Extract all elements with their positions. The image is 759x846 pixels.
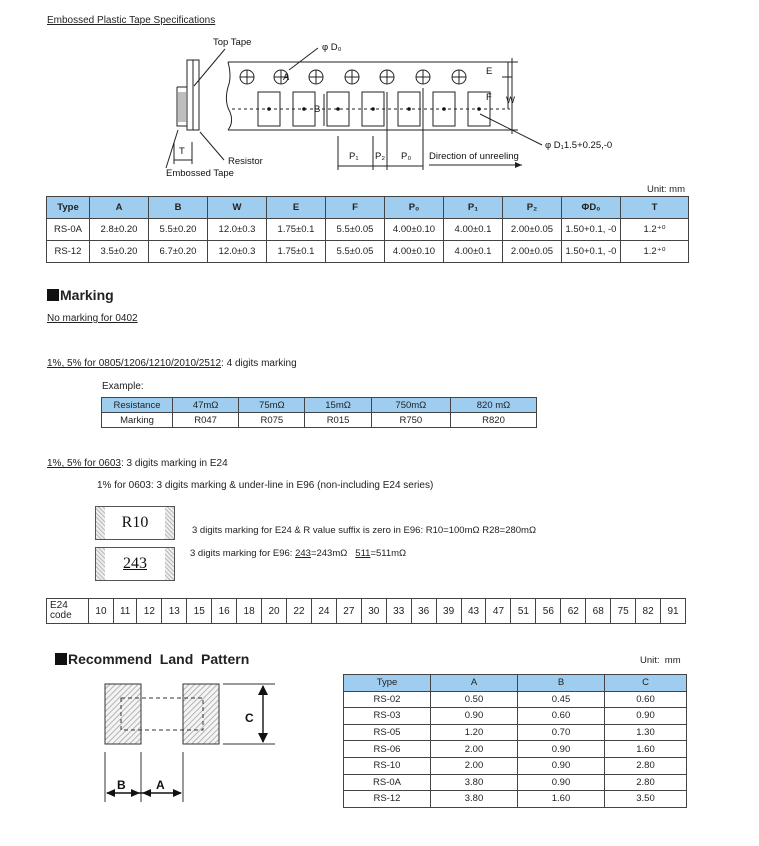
marking-example-table [101,397,537,428]
e24-code-cell: 36 [411,599,436,624]
e24-code-cell: 22 [286,599,311,624]
dim-label-b: B [117,778,126,792]
table-row [344,724,687,741]
tape-cell: 4.00±0.1 [444,241,503,263]
land-cell: 0.90 [431,708,518,725]
label-embossed-tape: Embossed Tape [166,168,234,179]
e24-code-cell: 56 [536,599,561,624]
tape-cell: 6.7±0.20 [149,241,208,263]
land-cell: RS-10 [344,757,431,774]
table-row [344,691,687,708]
label-direction: Direction of unreeling [429,151,519,162]
tape-cell: 3.5±0.20 [90,241,149,263]
example-cell: Marking [102,413,173,428]
hatch-right [165,507,174,539]
resistor-hatch [177,92,187,122]
land-cell: 2.00 [431,741,518,758]
example-cell: R047 [173,413,239,428]
dim-p0: P₀ [401,151,412,162]
tape-cell: 4.00±0.10 [385,241,444,263]
land-cell: 0.90 [605,708,687,725]
table-row [344,757,687,774]
land-cell: 0.60 [605,691,687,708]
example-cell: 820 mΩ [451,398,537,413]
four-digit-sizes: 1%, 5% for 0805/1206/1210/2010/2512 [47,358,222,369]
tape-cell: RS-0A [47,219,90,241]
dim-p2: P₂ [375,151,386,162]
land-cell: 1.60 [605,741,687,758]
e24-code-cell: 11 [113,599,136,624]
three-digit-marking-note [47,458,228,469]
land-header-row [344,675,687,692]
e24-code-cell: 15 [187,599,212,624]
land-cell: 0.90 [518,757,605,774]
tape-cell: 4.00±0.1 [444,219,503,241]
table-row [47,241,689,263]
example-cell: R750 [371,413,450,428]
land-cell: RS-05 [344,724,431,741]
example-label: Example: [102,381,144,392]
land-cell: 2.80 [605,757,687,774]
tape-cell: 5.5±0.05 [326,219,385,241]
dim-a: A [283,72,290,83]
land-unit-label: Unit: mm [640,655,681,666]
tape-header-cell: P₁ [444,197,503,219]
dim-label-a: A [156,778,165,792]
tape-cell: 4.00±0.10 [385,219,444,241]
e24-code-table [46,598,686,624]
hatch-right [165,548,174,580]
tape-cell: 2.00±0.05 [503,219,562,241]
three-digit-rest: : 3 digits marking in E24 [120,458,228,469]
land-pad-right [183,684,219,744]
e24-label-cell [47,599,89,624]
table-row [102,398,537,413]
tape-section-title: Embossed Plastic Tape Specifications [47,15,216,26]
land-cell: 0.70 [518,724,605,741]
e24-code-cell: 68 [586,599,611,624]
example-cell: R015 [305,413,371,428]
tape-cell: 12.0±0.3 [208,241,267,263]
land-cell: 2.00 [431,757,518,774]
tape-cell: 1.2⁺⁰ [621,241,689,263]
e24-code-cell: 82 [636,599,661,624]
marking-heading [47,287,114,303]
e24-code-cell: 47 [486,599,511,624]
e24-code-cell: 91 [661,599,686,624]
hatch-left [96,507,105,539]
dim-w: W [506,95,515,106]
tape-spec-header-row [47,197,689,219]
label-d0: φ D₀ [322,42,342,53]
e24-code-cell: 30 [361,599,386,624]
label-resistor: Resistor [228,156,263,167]
tape-cell: 1.75±0.1 [267,241,326,263]
e24-label-line1: E24 [50,600,68,611]
table-row [344,774,687,791]
e24-code-cell: 27 [336,599,361,624]
e96-eq-243: =243mΩ [310,548,356,559]
example-cell: 15mΩ [305,398,371,413]
table-row [102,413,537,428]
land-header-cell: Type [344,675,431,692]
land-heading-text: Recommend Land Pattern [68,651,250,667]
e24-code-cell: 62 [561,599,586,624]
no-marking-note: No marking for 0402 [47,313,138,324]
marking-code-r10: R10 [121,514,149,531]
land-cell: RS-02 [344,691,431,708]
e24-code-cell: 13 [162,599,187,624]
e24-code-cell: 18 [237,599,262,624]
tape-outline [226,62,515,130]
tape-cell: RS-12 [47,241,90,263]
land-cell: 3.80 [431,791,518,808]
tape-cell: 2.8±0.20 [90,219,149,241]
land-header-cell: A [431,675,518,692]
label-top-tape: Top Tape [213,37,252,48]
land-cell: RS-0A [344,774,431,791]
tape-header-cell: B [149,197,208,219]
tape-cell: 1.50+0.1, -0 [562,241,621,263]
marking-code-243: 243 [123,555,147,572]
tape-cell: 1.2⁺⁰ [621,219,689,241]
tape-header-cell: W [208,197,267,219]
three-digit-size: 1%, 5% for 0603 [47,458,121,469]
four-digit-marking-note [47,358,297,369]
example-cell: 75mΩ [239,398,305,413]
land-cell: 2.80 [605,774,687,791]
example-cell: Resistance [102,398,173,413]
dim-f: F [486,92,492,103]
land-cell: 0.90 [518,741,605,758]
e96-code-511: 511 [355,548,371,559]
e96-code-243: 243 [295,548,311,559]
dim-p1: P₁ [349,151,359,162]
tape-header-cell: Type [47,197,90,219]
e24-code-cell: 16 [212,599,237,624]
e24-code-cell: 75 [611,599,636,624]
land-header-cell: C [605,675,687,692]
tape-header-cell: A [90,197,149,219]
land-cell: 1.60 [518,791,605,808]
e24-label-line2: code [50,610,72,621]
e24-code-cell: 33 [386,599,411,624]
e24-code-cell: 51 [511,599,536,624]
tape-header-cell: E [267,197,326,219]
tape-header-cell: P₀ [385,197,444,219]
e96-desc-prefix: 3 digits marking for E96: [190,548,296,559]
example-cell: 47mΩ [173,398,239,413]
tape-spec-table [46,196,689,263]
tape-header-cell: T [621,197,689,219]
land-pattern-diagram [95,676,285,806]
one-percent-note: 1% for 0603: 3 digits marking & under-line in E96 (non-including E24 series) [97,480,434,491]
table-row [344,708,687,725]
land-cell: RS-03 [344,708,431,725]
tape-cell: 1.75±0.1 [267,219,326,241]
dim-e: E [486,66,493,77]
example-cell: R820 [451,413,537,428]
land-cell: RS-06 [344,741,431,758]
land-cell: 0.90 [518,774,605,791]
four-digit-rest: : 4 digits marking [221,358,297,369]
land-cell: 0.45 [518,691,605,708]
marking-heading-text: Marking [60,287,114,303]
tape-cell: 12.0±0.3 [208,219,267,241]
tape-header-cell: F [326,197,385,219]
land-header-cell: B [518,675,605,692]
land-cell: RS-12 [344,791,431,808]
marking-sample-243 [95,547,175,581]
e24-code-cell: 10 [89,599,114,624]
land-cell: 1.20 [431,724,518,741]
land-cell: 0.50 [431,691,518,708]
tape-header-cell: P₂ [503,197,562,219]
dim-b: B [314,104,321,115]
table-row [47,219,689,241]
tape-cell: 1.50+0.1, -0 [562,219,621,241]
heading-square-icon [47,289,59,301]
tape-header-cell: ΦD₀ [562,197,621,219]
land-pad-left [105,684,141,744]
dim-t: T [179,146,185,157]
e24-code-cell: 39 [436,599,461,624]
heading-square-icon [55,653,67,665]
table-row [344,791,687,808]
tape-cell: 5.5±0.20 [149,219,208,241]
marking-sample-r10 [95,506,175,540]
e24-code-cell: 24 [311,599,336,624]
e24-code-cell: 43 [461,599,486,624]
example-cell: R075 [239,413,305,428]
label-d1: φ D₁1.5+0.25,-0 [545,140,613,151]
e96-eq-511: =511mΩ [370,548,407,559]
e24-code-cell: 20 [262,599,287,624]
example-cell: 750mΩ [371,398,450,413]
land-pattern-heading [55,651,249,667]
land-cell: 3.50 [605,791,687,808]
land-cell: 0.60 [518,708,605,725]
tape-diagram [150,32,630,182]
e24-description: 3 digits marking for E24 & R value suffix is zero in E96: R10=100mΩ R28=280mΩ [192,525,537,536]
land-cell: 1.30 [605,724,687,741]
table-row [344,741,687,758]
land-cell: 3.80 [431,774,518,791]
land-pattern-table [343,674,687,808]
hatch-left [96,548,105,580]
tape-cell: 5.5±0.05 [326,241,385,263]
dim-label-c: C [245,711,254,725]
e96-description [190,548,406,559]
e24-code-cell: 12 [137,599,162,624]
tape-unit-label: Unit: mm [647,184,685,195]
table-row [47,599,686,624]
tape-cell: 2.00±0.05 [503,241,562,263]
